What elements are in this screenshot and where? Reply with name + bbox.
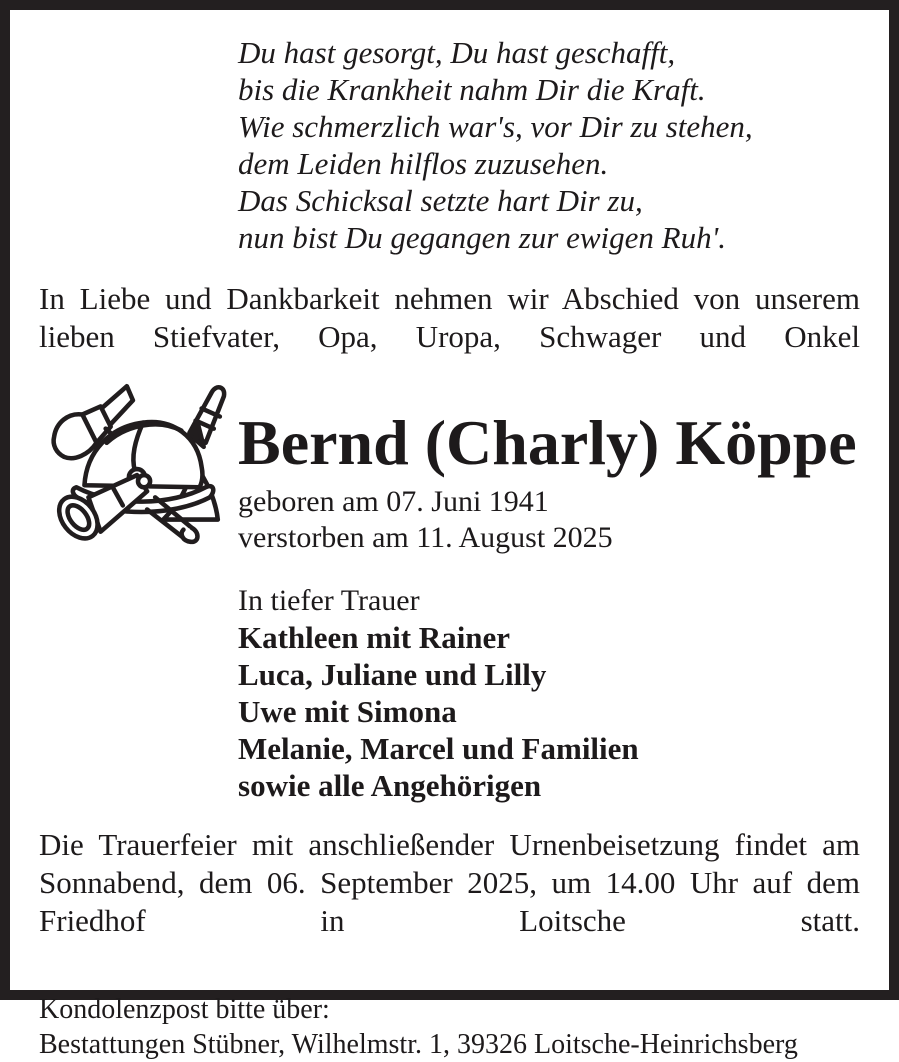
mourner-line-2: Luca, Juliane und Lilly xyxy=(238,657,547,692)
poem-line-1: Du hast gesorgt, Du hast geschafft, xyxy=(238,35,676,70)
mourning-lead: In tiefer Trauer xyxy=(238,584,420,617)
farewell-text: In Liebe und Dankbarkeit nehmen wir Abschied von unserem lieben Stiefvater, Opa, Uropa, Schwager und Onkel xyxy=(39,281,860,354)
poem-line-6: nun bist Du gegangen zur ewigen Ruh'. xyxy=(238,220,726,255)
poem-line-4: dem Leiden hilflos zuzusehen. xyxy=(238,146,609,181)
poem-line-3: Wie schmerzlich war's, vor Dir zu stehen, xyxy=(238,109,753,144)
deceased-name: Bernd (Charly) Köppe xyxy=(238,407,857,478)
firefighter-emblem xyxy=(42,378,236,548)
deceased-block xyxy=(238,407,860,556)
condolence-address: Bestattungen Stübner, Wilhelmstr. 1, 39326 Loitsche-Heinrichsberg xyxy=(39,1029,798,1060)
mourner-line-3: Uwe mit Simona xyxy=(238,694,457,729)
poem-line-2: bis die Krankheit nahm Dir die Kraft. xyxy=(238,72,706,107)
death-date: verstorben am 11. August 2025 xyxy=(238,521,613,554)
firefighter-helmet-axe-horn-icon xyxy=(42,378,236,548)
mourner-line-5: sowie alle Angehörigen xyxy=(238,768,542,803)
mourner-line-1: Kathleen mit Rainer xyxy=(238,620,511,655)
poem-line-5: Das Schicksal setzte hart Dir zu, xyxy=(238,183,643,218)
condolence-block xyxy=(39,992,860,1062)
condolence-label: Kondolenzpost bitte über: xyxy=(39,994,330,1025)
birth-date: geboren am 07. Juni 1941 xyxy=(238,485,549,518)
mourners-block xyxy=(238,582,860,804)
mourner-line-4: Melanie, Marcel und Familien xyxy=(238,731,639,766)
memorial-poem xyxy=(238,34,860,256)
funeral-details: Die Trauerfeier mit anschließender Urnenbeisetzung findet am Sonnabend, dem 06. September 2025, um 14.00 Uhr auf dem Friedhof in Loitsche statt. xyxy=(39,827,860,938)
